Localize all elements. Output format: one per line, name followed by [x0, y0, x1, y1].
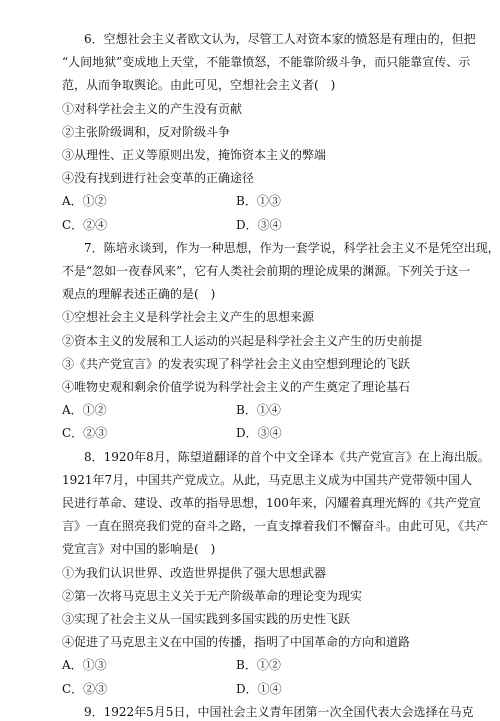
- q7-stem-line-3: 观点的理解表述正确的是( ): [62, 287, 216, 302]
- q6-stem-line-1: 6．空想社会主义者欧文认为，尽管工人对资本家的愤怒是有理由的，但把: [84, 32, 476, 46]
- q6-item-2: ②主张阶级调和，反对阶级斗争: [62, 124, 231, 139]
- q8-stem-line-1: 8．1920年8月，陈望道翻译的首个中文全译本《共产党宣言》在上海出版。: [84, 449, 490, 464]
- q7-item-4: ④唯物史观和剩余价值学说为科学社会主义的产生奠定了理论基石: [62, 380, 411, 394]
- q8-option-b: B．①②: [236, 658, 281, 673]
- q8-option-d: D．①④: [236, 681, 282, 696]
- q7-stem-line-2: 不是“忽如一夜春风来”，它有人类社会前期的理论成果的渊源。下列关于这一: [62, 264, 471, 278]
- q6-item-4: ④没有找到进行社会变革的正确途径: [62, 171, 255, 186]
- q7-option-c: C．②③: [62, 426, 108, 441]
- q8-item-1: ①为我们认识世界、改造世界提供了强大思想武器: [62, 565, 327, 580]
- q8-item-2: ②第一次将马克思主义关于无产阶级革命的理论变为现实: [62, 588, 363, 603]
- q6-option-a: A．①②: [62, 194, 107, 209]
- q8-stem-line-2: 1921年7月，中国共产党成立。从此，马克思主义成为中国共产党带领中国人: [62, 472, 473, 487]
- q7-option-b: B．①④: [236, 403, 281, 418]
- q8-stem-line-5: 党宣言》对中国的影响是( ): [62, 542, 216, 557]
- q6-stem-line-2: “人间地狱”变成地上天堂，不能靠愤怒，不能靠阶级斗争，而只能靠宣传、示: [62, 55, 471, 70]
- q7-stem-line-1: 7．陈培永谈到，作为一种思想，作为一套学说，科学社会主义不是凭空出现，: [84, 240, 500, 255]
- q8-stem-line-4: 言》一直在照亮我们党的奋斗之路，一直支撑着我们不懈奋斗。由此可见，《共产: [62, 519, 489, 534]
- q7-item-3: ③《共产党宣言》的发表实现了科学社会主义由空想到理论的飞跃: [62, 356, 411, 371]
- q8-item-3: ③实现了社会主义从一国实践到多国实践的历史性飞跃: [62, 612, 351, 626]
- q7-option-d: D．③④: [236, 426, 282, 441]
- q8-stem-line-3: 民进行革命、建设、改革的指导思想，100年来，闪耀着真理光辉的《共产党宣: [62, 496, 481, 510]
- q8-item-4: ④促进了马克思主义在中国的传播，指明了中国革命的方向和道路: [62, 635, 411, 650]
- q6-option-d: D．③④: [236, 217, 282, 232]
- q6-item-1: ①对科学社会主义的产生没有贡献: [62, 101, 243, 116]
- q8-option-c: C．②③: [62, 681, 108, 696]
- q6-item-3: ③从理性、正义等原则出发，掩饰资本主义的弊端: [62, 148, 327, 162]
- q9-stem-line-1: 9．1922年5月5日，中国社会主义青年团第一次全国代表大会选择在马克: [84, 704, 474, 719]
- q7-item-2: ②资本主义的发展和工人运动的兴起是科学社会主义产生的历史前提: [62, 333, 423, 348]
- q7-option-a: A．①②: [62, 403, 107, 418]
- q6-option-b: B．①③: [236, 194, 281, 209]
- q6-stem-line-3: 范，从而争取舆论。由此可见，空想社会主义者( ): [62, 78, 336, 93]
- q8-option-a: A．①③: [62, 658, 107, 673]
- q6-option-c: C．②④: [62, 217, 108, 232]
- q7-item-1: ①空想社会主义是科学社会主义产生的思想来源: [62, 310, 315, 325]
